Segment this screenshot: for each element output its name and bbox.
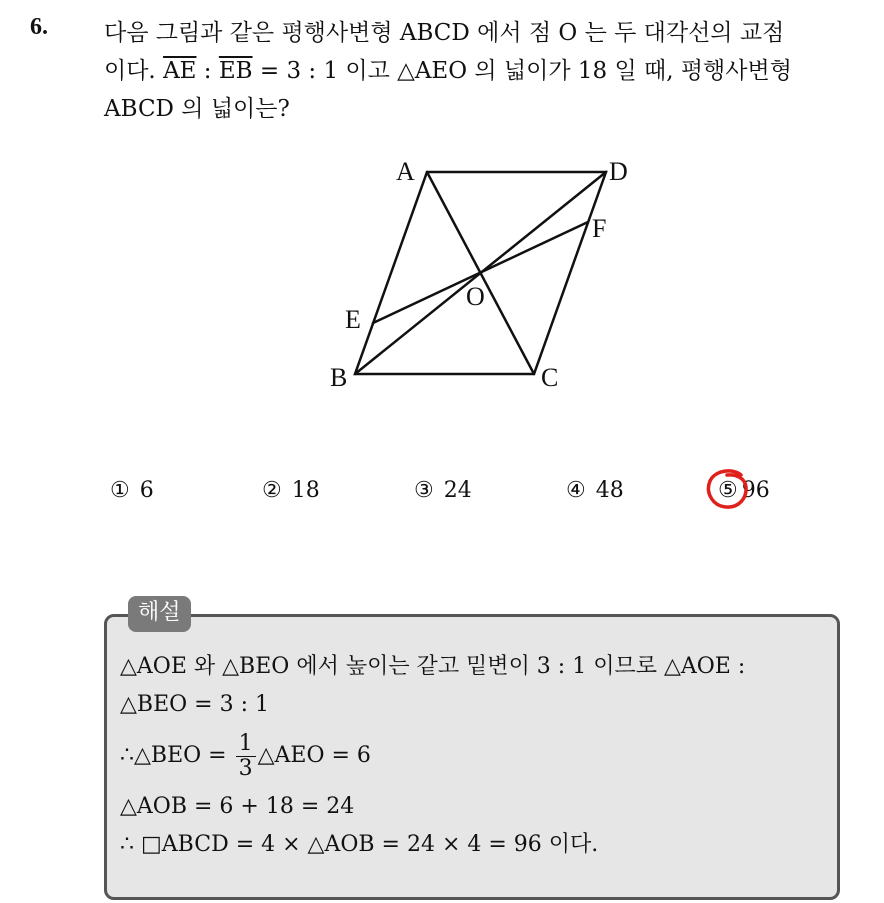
answer-circle-mark: [703, 465, 755, 515]
segment-ae: $\overline{AE}$: [163, 58, 197, 84]
solution-line-3-prefix: ∴△BEO =: [120, 743, 234, 768]
choice-1[interactable]: [110, 478, 154, 503]
parallelogram-figure: [320, 150, 640, 400]
label-a: A: [396, 157, 415, 186]
label-o: O: [466, 282, 485, 311]
fraction-numerator: 1: [236, 732, 256, 757]
choice-3-mark: ③: [414, 478, 434, 503]
choice-4-mark: ④: [566, 478, 586, 503]
choice-4[interactable]: [566, 478, 624, 503]
question-line-2-suffix: = 3 : 1 이고 △AEO 의 넓이가 18 일 때, 평행사변형: [252, 58, 792, 84]
label-f: F: [592, 214, 607, 243]
label-d: D: [609, 157, 628, 186]
segment-eb: $\overline{EB}$: [218, 58, 253, 84]
choice-5-value: 96: [741, 478, 770, 503]
ratio-colon: :: [196, 58, 219, 84]
solution-line-3-suffix: △AEO = 6: [257, 743, 371, 768]
solution-line-5: ∴ □ABCD = 4 × △AOB = 24 × 4 = 96 이다.: [120, 832, 599, 857]
solution-tag: 해설: [128, 596, 191, 632]
choice-4-value: 48: [595, 478, 624, 503]
question-line-2-prefix: 이다.: [104, 58, 164, 84]
answer-ring-stroke: [708, 471, 746, 507]
choice-2[interactable]: [262, 478, 320, 503]
solution-line-3: [120, 724, 835, 788]
fraction-one-third: [236, 732, 256, 781]
choice-2-mark: ②: [262, 478, 282, 503]
solution-line-1: △AOE 와 △BEO 에서 높이는 같고 밑변이 3 : 1 이므로 △AOE :: [120, 654, 746, 679]
choice-5-mark: ⑤: [718, 478, 738, 503]
choice-3[interactable]: [414, 478, 472, 503]
question-number: 6.: [30, 14, 48, 40]
label-c: C: [541, 363, 559, 392]
choice-3-value: 24: [443, 478, 472, 503]
solution-line-2: △BEO = 3 : 1: [120, 692, 269, 717]
solution-line-4: △AOB = 6 + 18 = 24: [120, 794, 355, 819]
solution-text: [120, 648, 835, 864]
label-b: B: [330, 363, 348, 392]
question-text: [104, 14, 864, 128]
choice-1-value: 6: [139, 478, 154, 503]
question-line-1: 다음 그림과 같은 평행사변형 ABCD 에서 점 O 는 두 대각선의 교점: [104, 20, 785, 46]
question-line-3: ABCD 의 넓이는?: [104, 96, 290, 122]
fraction-denominator: 3: [238, 755, 253, 781]
choice-1-mark: ①: [110, 478, 130, 503]
choice-2-value: 18: [291, 478, 320, 503]
label-e: E: [345, 305, 361, 334]
question-line-2: [104, 52, 864, 90]
